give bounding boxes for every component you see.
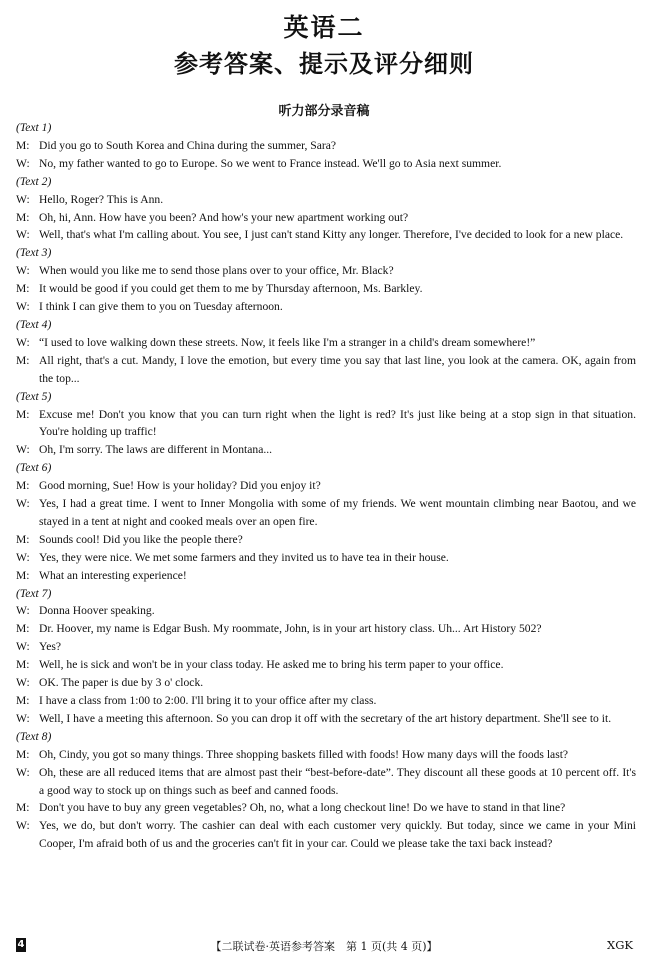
dialog-line <box>16 531 636 549</box>
text-label-content: (Text 8) <box>16 729 52 743</box>
dialog-line <box>16 209 636 227</box>
dialog-text: Hello, Roger? This is Ann. <box>39 192 164 206</box>
dialog-line <box>16 602 636 620</box>
dialog-text: Yes, I had a great time. I went to Inner Mongolia with some of my friends. We went mountain climbing near Baotou, and we stayed in a tent at night and cooked meals over an open fire. <box>39 497 636 528</box>
speaker-tag: M: <box>16 353 30 367</box>
dialog-line <box>16 226 636 244</box>
speaker-tag: W: <box>16 192 30 206</box>
dialog-text: Yes, they were nice. We met some farmers and they invited us to have tea in their house. <box>39 550 449 564</box>
dialog-line <box>16 567 636 585</box>
dialog-text: Excuse me! Don't you know that you can turn right when the light is red? It's just like being at a stop sign in that situation. You're holding up traffic! <box>39 407 636 439</box>
dialog-text: I have a class from 1:00 to 2:00. I'll bring it to your office after my class. <box>39 694 377 707</box>
dialog-line <box>16 710 636 728</box>
speaker-tag: W: <box>16 264 30 278</box>
speaker-tag: M: <box>16 479 30 493</box>
page-number-badge: 4 <box>17 939 25 950</box>
dialog-line <box>16 334 636 352</box>
speaker-tag: M: <box>16 210 30 224</box>
speaker-tag: W: <box>16 819 30 833</box>
dialog-text: I think I can give them to you on Tuesday afternoon. <box>39 300 283 314</box>
speaker-tag: W: <box>16 300 30 314</box>
dialog-text: Oh, these are all reduced items that are almost past their “best-before-date”. They discount all these goods at 10 percent off. It's a good way to stock up on things such as beef and canned foods. <box>39 765 636 797</box>
dialog-line <box>16 280 636 298</box>
speaker-tag: W: <box>16 156 30 170</box>
text-label-content: (Text 2) <box>16 174 52 188</box>
dialog-line <box>16 620 636 638</box>
footer-center-text: 【二联试卷·英语参考答案 第 1 页(共 4 页)】 <box>210 940 438 953</box>
speaker-tag: M: <box>16 801 30 815</box>
dialog-text: OK. The paper is due by 3 o' clock. <box>39 676 204 690</box>
text-label-content: (Text 5) <box>16 389 52 403</box>
speaker-tag: W: <box>16 550 30 564</box>
dialog-line <box>16 674 636 692</box>
speaker-tag: W: <box>16 497 30 511</box>
footer-right-code: XGK <box>607 938 633 952</box>
dialog-text: Don't you have to buy any green vegetables? Oh, no, what a long checkout line! Do we have to stand in that line? <box>39 801 566 815</box>
dialog-line <box>16 137 636 155</box>
speaker-tag: W: <box>16 443 30 457</box>
dialog-text: Donna Hoover speaking. <box>39 604 155 618</box>
text-label <box>16 119 636 137</box>
text-label-content: (Text 4) <box>16 317 52 331</box>
dialog-text: It would be good if you could get them to me by Thursday afternoon, Ms. Barkley. <box>39 282 423 296</box>
text-label <box>16 728 636 746</box>
dialog-line <box>16 746 636 764</box>
dialog-text: Oh, Cindy, you got so many things. Three shopping baskets filled with foods! How many days will the foods last? <box>39 747 569 761</box>
dialog-text: What an interesting experience! <box>39 568 187 582</box>
document-subtitle: 参考答案、提示及评分细则 <box>174 49 474 78</box>
dialog-line <box>16 817 636 853</box>
text-label-content: (Text 6) <box>16 461 52 475</box>
dialog-text: No, my father wanted to go to Europe. So we went to France instead. We'll go to Asia next summer. <box>39 156 502 170</box>
speaker-tag: M: <box>16 407 30 421</box>
dialog-text: Dr. Hoover, my name is Edgar Bush. My roommate, John, is in your art history class. Uh... Art History 502? <box>39 622 542 636</box>
text-label <box>16 316 636 334</box>
dialog-line <box>16 352 636 388</box>
dialog-text: Did you go to South Korea and China during the summer, Sara? <box>39 138 337 152</box>
dialog-text: Good morning, Sue! How is your holiday? Did you enjoy it? <box>39 479 321 493</box>
dialog-line <box>16 638 636 656</box>
dialog-text: All right, that's a cut. Mandy, I love the emotion, but every time you say that last line, you look at the camera. OK, again from the top... <box>39 353 636 385</box>
text-label-content: (Text 7) <box>16 586 52 600</box>
dialog-line <box>16 298 636 316</box>
speaker-tag: M: <box>16 622 30 636</box>
speaker-tag: M: <box>16 568 30 582</box>
dialog-text: Well, I have a meeting this afternoon. So you can drop it off with the secretary of the art history department. She'll see to it. <box>39 711 612 725</box>
speaker-tag: W: <box>16 640 30 654</box>
speaker-tag: M: <box>16 658 30 672</box>
dialog-line <box>16 799 636 817</box>
dialog-text: Oh, I'm sorry. The laws are different in Montana... <box>39 443 273 457</box>
dialog-line <box>16 764 636 800</box>
speaker-tag: W: <box>16 228 30 242</box>
dialog-text: Sounds cool! Did you like the people there? <box>39 532 243 546</box>
dialog-text: When would you like me to send those plans over to your office, Mr. Black? <box>39 264 394 278</box>
dialog-line <box>16 191 636 209</box>
dialog-line <box>16 495 636 531</box>
speaker-tag: M: <box>16 532 30 546</box>
speaker-tag: M: <box>16 138 30 152</box>
dialog-line <box>16 155 636 173</box>
speaker-tag: W: <box>16 676 30 690</box>
dialog-line <box>16 477 636 495</box>
document-title: 英语二 <box>283 13 365 42</box>
text-label <box>16 585 636 603</box>
text-label <box>16 173 636 191</box>
speaker-tag: W: <box>16 765 30 779</box>
page-footer <box>0 937 648 955</box>
text-label <box>16 244 636 262</box>
dialog-text: Well, that's what I'm calling about. You see, I just can't stand Kitty any longer. Therefore, I've decided to look for a new place. <box>39 228 624 242</box>
dialog-line <box>16 549 636 567</box>
text-label-content: (Text 1) <box>16 121 52 134</box>
speaker-tag: W: <box>16 711 30 725</box>
dialog-text: Well, he is sick and won't be in your class today. He asked me to bring his term paper to your office. <box>39 658 504 672</box>
speaker-tag: M: <box>16 694 30 707</box>
speaker-tag: M: <box>16 747 30 761</box>
dialog-text: Oh, hi, Ann. How have you been? And how's your new apartment working out? <box>39 210 409 224</box>
dialog-line <box>16 262 636 280</box>
section-heading: 听力部分录音稿 <box>278 104 370 119</box>
text-label <box>16 459 636 477</box>
dialog-text: Yes, we do, but don't worry. The cashier can deal with each customer very quickly. But today, since we came in your Mini Cooper, I'm afraid both of us and the groceries can't fit in your car. Could we please take the taxi back instead? <box>39 819 636 851</box>
dialog-line <box>16 406 636 442</box>
speaker-tag: W: <box>16 604 30 618</box>
dialog-line <box>16 656 636 674</box>
dialog-text: Yes? <box>39 640 62 654</box>
speaker-tag: M: <box>16 282 30 296</box>
dialog-text: “I used to love walking down these streets. Now, it feels like I'm a stranger in a child's dream somewhere!” <box>39 335 536 349</box>
dialog-line <box>16 692 636 710</box>
text-label <box>16 388 636 406</box>
speaker-tag: W: <box>16 335 30 349</box>
text-label-content: (Text 3) <box>16 246 52 260</box>
dialog-line <box>16 441 636 459</box>
transcript-body <box>16 119 636 853</box>
